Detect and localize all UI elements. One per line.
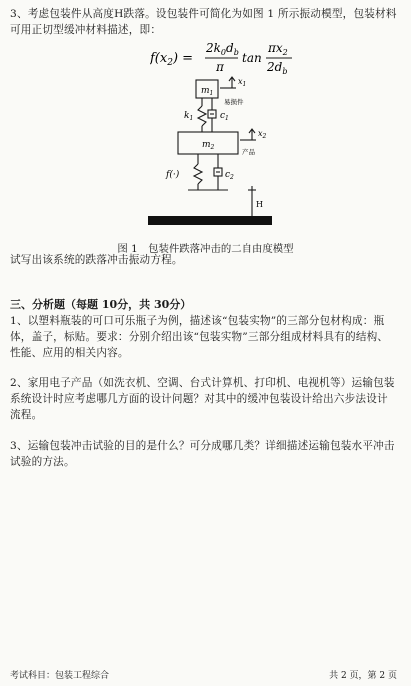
height-H-label: H: [256, 200, 263, 209]
q3-task: 试写出该系统的跌落冲击振动方程。: [10, 254, 183, 266]
tangent-cushion-formula: [150, 38, 350, 78]
two-dof-model-figure: [140, 76, 280, 236]
frac2-denominator: $2d_b$: [267, 60, 288, 76]
frac1-numerator: $2k_0d_b$: [206, 41, 239, 57]
frac2-numerator: $\pi x_2$: [268, 41, 288, 57]
c1-label: $c_1$: [220, 111, 229, 122]
svg-text:f(x2) =: $f(x_2)$ =: [150, 51, 194, 68]
x1-label: $x_1$: [238, 77, 247, 88]
m2-label: $m_2$: [202, 140, 215, 151]
footer-page-count: 共 2 页，第 2 页: [329, 671, 397, 681]
footer-subject: 考试科目：包装工程综合: [10, 671, 110, 681]
q3-line-2: 可用正切型缓冲材料描述，即：: [10, 24, 162, 36]
ground-surface: [148, 216, 272, 225]
section3-question-1: 1、以塑料瓶装的可口可乐瓶子为例，描述该“包装实物”的三部分包材构成：瓶 体，盖子，标贴。要求：分别介绍出该“包装实物”三部分组成材料具有的结构、 性能、应用的相关内容。: [10, 315, 389, 359]
f-cushion-label: f(·): [166, 170, 180, 180]
x2-label: $x_2$: [258, 129, 267, 140]
product-label: 产品: [242, 148, 255, 156]
k1-label: $k_1$: [184, 111, 194, 122]
m1-label: $m_1$: [201, 86, 214, 97]
section3-question-3: 3、运输包装冲击试验的目的是什么？可分成哪几类？详细描述运输包装水平冲击 试验的方法。: [10, 440, 395, 468]
frac1-denominator: π: [216, 60, 224, 74]
figure-caption: 图 1 包装件跌落冲击的二自由度模型: [117, 243, 294, 255]
q3-line-1: 3、考虑包装件从高度H跌落。设包装件可简化为如图 1 所示振动模型，包装材料: [10, 8, 397, 20]
section-3-title: 三、分析题（每题 10分，共 30分）: [10, 298, 192, 311]
c2-label: $c_2$: [225, 170, 234, 181]
section3-question-2: 2、家用电子产品（如洗衣机、空调、台式计算机、打印机、电视机等）运输包装 系统设计时应考虑哪几方面的设计问题？对其中的缓冲包装设计给出六步法设计 流程。: [10, 377, 395, 421]
formula-lhs: f(x: [150, 51, 168, 66]
question-3-intro: [10, 6, 402, 38]
fragile-part-label: 易损件: [224, 98, 244, 106]
tan-function: tan: [242, 51, 262, 65]
